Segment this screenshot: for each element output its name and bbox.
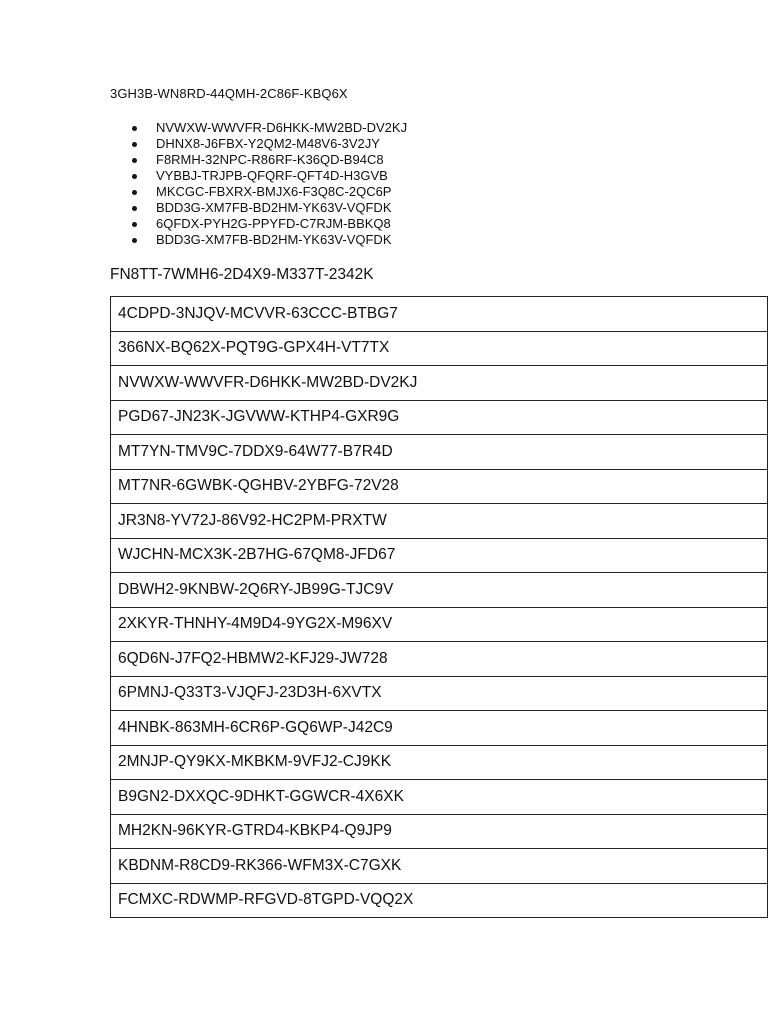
list-item-text: 6QFDX-PYH2G-PPYFD-C7RJM-BBKQ8 <box>156 216 391 231</box>
list-item <box>110 216 407 232</box>
table-row <box>111 331 768 366</box>
table-cell: MH2KN-96KYR-GTRD4-KBKP4-Q9JP9 <box>111 814 768 849</box>
table-cell: 4CDPD-3NJQV-MCVVR-63CCC-BTBG7 <box>111 297 768 332</box>
list-item <box>110 184 407 200</box>
table-row <box>111 400 768 435</box>
table-cell: WJCHN-MCX3K-2B7HG-67QM8-JFD67 <box>111 538 768 573</box>
table-row <box>111 814 768 849</box>
list-item <box>110 136 407 152</box>
table-cell: 2MNJP-QY9KX-MKBKM-9VFJ2-CJ9KK <box>111 745 768 780</box>
table-cell: JR3N8-YV72J-86V92-HC2PM-PRXTW <box>111 504 768 539</box>
table-row <box>111 883 768 918</box>
table-cell: B9GN2-DXXQC-9DHKT-GGWCR-4X6XK <box>111 780 768 815</box>
list-item-text: MKCGC-FBXRX-BMJX6-F3Q8C-2QC6P <box>156 184 392 199</box>
table-row <box>111 366 768 401</box>
table-cell: MT7NR-6GWBK-QGHBV-2YBFG-72V28 <box>111 469 768 504</box>
table-row <box>111 607 768 642</box>
table-cell: DBWH2-9KNBW-2Q6RY-JB99G-TJC9V <box>111 573 768 608</box>
bullet-icon <box>132 190 137 195</box>
list-item <box>110 200 407 216</box>
key-table <box>110 296 768 918</box>
table-row <box>111 435 768 470</box>
table-cell: KBDNM-R8CD9-RK366-WFM3X-C7GXK <box>111 849 768 884</box>
heading-key: 3GH3B-WN8RD-44QMH-2C86F-KBQ6X <box>110 86 348 101</box>
table-cell: FCMXC-RDWMP-RFGVD-8TGPD-VQQ2X <box>111 883 768 918</box>
bullet-list <box>110 120 407 248</box>
list-item-text: F8RMH-32NPC-R86RF-K36QD-B94C8 <box>156 152 384 167</box>
table-cell: MT7YN-TMV9C-7DDX9-64W77-B7R4D <box>111 435 768 470</box>
table-row <box>111 573 768 608</box>
list-item <box>110 232 407 248</box>
table-cell: 4HNBK-863MH-6CR6P-GQ6WP-J42C9 <box>111 711 768 746</box>
table-cell: PGD67-JN23K-JGVWW-KTHP4-GXR9G <box>111 400 768 435</box>
list-item-text: BDD3G-XM7FB-BD2HM-YK63V-VQFDK <box>156 200 392 215</box>
table-row <box>111 849 768 884</box>
table-row <box>111 711 768 746</box>
list-item <box>110 152 407 168</box>
list-item <box>110 120 407 136</box>
table-cell: 6QD6N-J7FQ2-HBMW2-KFJ29-JW728 <box>111 642 768 677</box>
list-item-text: DHNX8-J6FBX-Y2QM2-M48V6-3V2JY <box>156 136 380 151</box>
list-item-text: BDD3G-XM7FB-BD2HM-YK63V-VQFDK <box>156 232 392 247</box>
bullet-icon <box>132 158 137 163</box>
table-cell: 6PMNJ-Q33T3-VJQFJ-23D3H-6XVTX <box>111 676 768 711</box>
table-row <box>111 297 768 332</box>
bullet-icon <box>132 174 137 179</box>
bullet-icon <box>132 238 137 243</box>
table-cell: NVWXW-WWVFR-D6HKK-MW2BD-DV2KJ <box>111 366 768 401</box>
table-cell: 2XKYR-THNHY-4M9D4-9YG2X-M96XV <box>111 607 768 642</box>
bullet-icon <box>132 206 137 211</box>
table-row <box>111 469 768 504</box>
bullet-icon <box>132 126 137 131</box>
table-cell: 366NX-BQ62X-PQT9G-GPX4H-VT7TX <box>111 331 768 366</box>
table-row <box>111 745 768 780</box>
table-row <box>111 676 768 711</box>
table-row <box>111 504 768 539</box>
table-row <box>111 538 768 573</box>
bullet-icon <box>132 222 137 227</box>
table-row <box>111 642 768 677</box>
table-row <box>111 780 768 815</box>
sub-heading-key: FN8TT-7WMH6-2D4X9-M337T-2342K <box>110 266 374 283</box>
list-item-text: NVWXW-WWVFR-D6HKK-MW2BD-DV2KJ <box>156 120 408 135</box>
list-item-text: VYBBJ-TRJPB-QFQRF-QFT4D-H3GVB <box>156 168 388 183</box>
list-item <box>110 168 407 184</box>
bullet-icon <box>132 142 137 147</box>
